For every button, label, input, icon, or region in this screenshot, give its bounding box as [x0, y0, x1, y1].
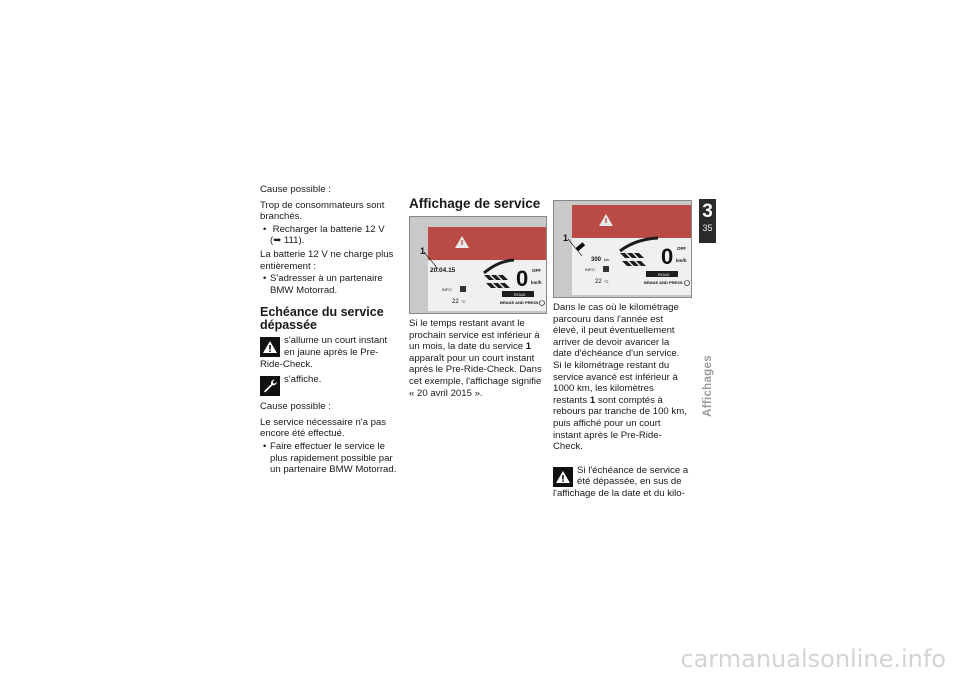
- info-label: INFO: [585, 267, 595, 272]
- service-date: 20.04.15: [430, 267, 456, 274]
- km-description: [553, 302, 689, 453]
- temperature-unit: °C: [604, 279, 609, 284]
- chapter-number: 3: [702, 201, 713, 222]
- battery-text: La batterie 12 V ne charge plus entièrement :: [260, 248, 394, 272]
- ride-mode: ROAD: [514, 292, 526, 297]
- remaining-km-unit: km: [604, 257, 610, 262]
- speed-unit: km/h: [531, 280, 542, 285]
- temperature: 22: [595, 279, 602, 285]
- section-heading-service-overdue: Echéance du service dépassée: [260, 305, 384, 333]
- cause-label-2: Cause possible :: [260, 401, 331, 413]
- warning-triangle-icon: [553, 467, 573, 487]
- warning-icon-para: [260, 335, 398, 370]
- wrench-icon-text: s'affiche.: [284, 374, 322, 386]
- bullet-recharge-text: Recharger la batterie 12 V: [272, 223, 385, 235]
- speed-value: 0: [661, 244, 674, 269]
- speed-value: 0: [516, 266, 529, 291]
- info-label: INFO: [442, 287, 452, 292]
- callout-ref: 1: [525, 341, 532, 353]
- cause-label-1: Cause possible :: [260, 184, 331, 195]
- service-date-text-2: apparaît pour un court instant après le Pre-Ride-Check. Dans cet exemple, l'affichage signifie « 20 avril 2015 ».: [409, 352, 542, 399]
- watermark: carmanualsonline.info: [680, 645, 946, 673]
- warning-icon-para-2: [553, 465, 689, 500]
- page-number: 35: [702, 223, 713, 233]
- callout-number: 1: [420, 246, 426, 256]
- warning-icon-text: s'allume un court instant en jaune après le Pre-Ride-Check.: [260, 335, 388, 370]
- bullet-contact-partner: • S'adresser à un partenaire BMW Motorrad.: [260, 273, 398, 296]
- side-chapter-label-text: Affichages: [702, 355, 715, 417]
- callout-number: 1: [563, 233, 569, 243]
- km-text-2: sont comptés à rebours par tranche de 100 km, puis affiché pour un court instant après le Pre-Ride-Check.: [553, 394, 687, 453]
- service-date-text: Si le temps restant avant le prochain service est inférieur à un mois, la date du service: [409, 318, 540, 353]
- overdue-text: Si l'échéance de service a été dépassée, en sus de l'affichage de la date et du kilo-: [553, 464, 689, 499]
- remaining-km: 300: [591, 257, 602, 263]
- dashboard-image-date: [409, 216, 547, 314]
- speed-unit: km/h: [676, 258, 687, 263]
- callout-ref: 1: [589, 394, 596, 406]
- bullet-service: • Faire effectuer le service le plus rapidement possible par un partenaire BMW Motorrad.: [260, 441, 398, 476]
- off-label: OFF: [532, 268, 541, 273]
- dashboard-image-km: [553, 200, 692, 298]
- ride-mode: ROAD: [658, 272, 670, 277]
- warning-triangle-icon: [260, 337, 280, 357]
- column-3-text: [553, 302, 689, 504]
- temperature: 22: [452, 299, 459, 305]
- side-chapter-label: [698, 340, 718, 432]
- arrow-ref-icon: ➥: [273, 235, 282, 247]
- brake-message: BRAKE AND PRESS: [500, 300, 539, 305]
- wrench-icon-para: [260, 374, 398, 396]
- wrench-icon: [260, 376, 280, 396]
- column-1: [260, 184, 398, 478]
- page-ref: 111).: [283, 235, 305, 247]
- off-label: OFF: [677, 246, 686, 251]
- column-2-text: [409, 318, 545, 403]
- column-2: [409, 198, 545, 216]
- brake-message: BRAKE AND PRESS: [644, 280, 683, 285]
- service-date-description: [409, 318, 545, 399]
- cause-text-2: Le service nécessaire n'a pas encore été effectué.: [260, 416, 387, 440]
- temperature-unit: °C: [461, 299, 466, 304]
- section-heading-service-display: Affichage de service: [409, 196, 541, 211]
- cause-text-1: Trop de consommateurs sont branchés.: [260, 199, 385, 223]
- bullet-recharge: • Recharger la batterie 12 V (➥ 111).: [260, 224, 398, 247]
- chapter-tab: [699, 199, 716, 243]
- km-text: Dans le cas où le kilométrage parcouru dans l'année est élevé, il peut éventuellement arriver de devoir avancer la date d'échéance d'un service. Si le kilométrage restant du service avancé est inférieur à 1000 km, les kilomètres restants: [553, 302, 680, 406]
